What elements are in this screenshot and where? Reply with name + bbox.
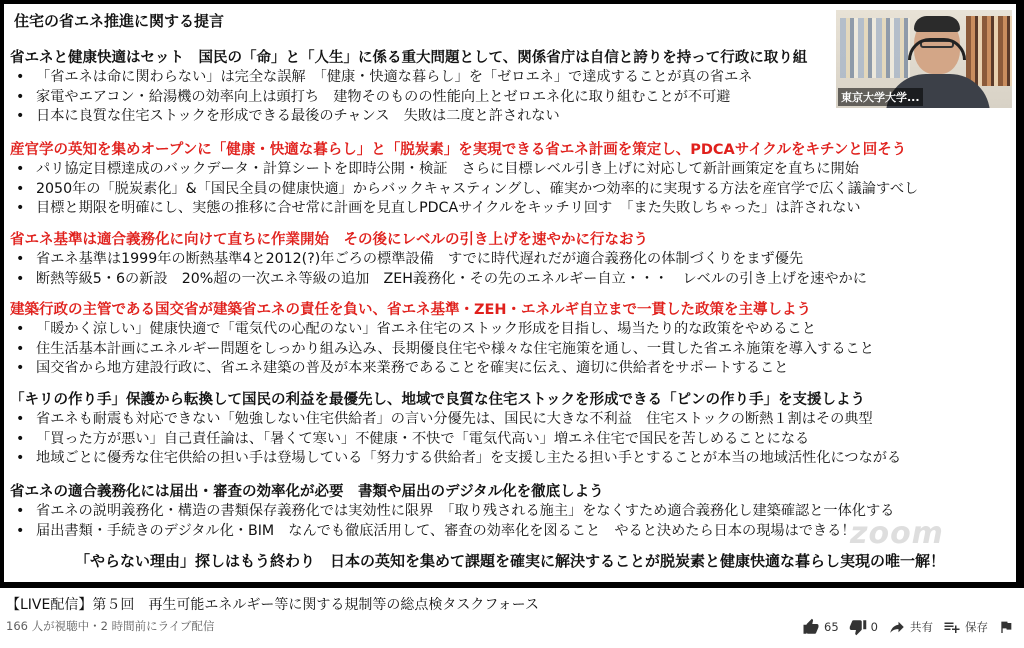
report-button[interactable]: [998, 619, 1014, 635]
thumbs-up-icon: [802, 618, 820, 636]
bullet-text: 国交省から地方建設行政に、省エネ建築の普及が本来業務であることを確実に伝え、適切に供給者をサポートすること: [36, 360, 789, 376]
slide-section: [10, 390, 1010, 469]
bullet-dot-icon: •: [16, 161, 25, 177]
bookshelf-left: [840, 18, 910, 78]
bullet-dot-icon: •: [16, 522, 25, 539]
speaker-webcam: [836, 10, 1012, 108]
bullet-item: [10, 199, 1010, 219]
bullet-text: 「買った方が悪い」自己責任論は、「暑くて寒い」不健康・不快で「電気代高い」増エネ住宅で国民を苦しめることになる: [36, 430, 810, 447]
save-label: 保存: [965, 620, 988, 634]
section-heading: 省エネの適合義務化には届出・審査の効率化が必要 書類や届出のデジタル化を徹底しよう: [10, 484, 604, 500]
thumbs-down-icon: [849, 618, 867, 636]
bullet-text: 日本に良質な住宅ストックを形成できる最後のチャンス 失敗は二度と許されない: [36, 108, 560, 124]
bullet-text: 地域ごとに優秀な住宅供給の担い手は登場している「努力する供給者」を支援し主たる担い手とすることが本当の地域活性化につながる: [36, 450, 902, 466]
flag-icon: [998, 619, 1014, 635]
slide-closing-line: 「やらない理由」探しはもう終わり 日本の英知を集めて課題を確実に解決することが脱炭素と健康快適な暮らし実現の唯一解！: [74, 552, 945, 570]
bullet-text: 省エネも耐震も対応できない「勉強しない住宅供給者」の言い分優先は、国民に大きな不利益 住宅ストックの断熱１割はその典型: [36, 411, 873, 427]
bullet-dot-icon: •: [16, 430, 25, 447]
bullet-dot-icon: •: [16, 69, 25, 85]
video-title: 【LIVE配信】第５回 再生可能エネルギー等に関する規制等の総点検タスクフォース: [6, 597, 539, 613]
section-heading: 省エネ基準は適合義務化に向けて直ちに作業開始 その後にレベルの引き上げを速やかに行なおう: [10, 232, 648, 248]
bullet-item: [10, 160, 1010, 180]
save-button[interactable]: [943, 618, 988, 636]
bullet-dot-icon: •: [16, 251, 25, 267]
bullet-dot-icon: •: [16, 450, 25, 466]
zoom-watermark: zoom: [850, 516, 944, 551]
dislike-count: 0: [870, 620, 878, 634]
bullet-text: 断熱等級5・6の新設 20%超の一次エネ等級の追加 ZEH義務化・その先のエネルギー自立・・・ レベルの引き上げを速やかに: [36, 270, 867, 287]
bullet-text: パリ協定目標達成のバックデータ・計算シートを即時公開・検証 さらに目標レベル引き上げに対応して新計画策定を直ちに開始: [36, 161, 859, 177]
video-meta: 166 人が視聴中・2 時間前にライブ配信: [6, 619, 215, 633]
bullet-item: [10, 449, 1010, 469]
share-icon: [888, 618, 906, 636]
slide-title: 住宅の省エネ推進に関する提言: [14, 12, 225, 30]
share-label: 共有: [910, 620, 933, 634]
section-heading: 省エネと健康快適はセット 国民の「命」と「人生」に係る重大問題として、関係省庁は自信と誇りを持って行政に取り組: [10, 50, 808, 66]
bullet-dot-icon: •: [16, 321, 25, 337]
bullet-item: [10, 107, 1010, 127]
bullet-text: 省エネの説明義務化・構造の書類保存義務化では実効性に限界 「取り残される施主」をなくすため適合義務化し建築確認と一体化する: [36, 503, 895, 519]
bullet-item: [10, 359, 1010, 379]
bullet-dot-icon: •: [16, 503, 25, 519]
section-heading: 産官学の英知を集めオープンに「健康・快適な暮らし」と「脱炭素」を実現できる省エネ計画を策定し、PDCAサイクルをキチンと回そう: [10, 142, 907, 158]
slide-section: [10, 300, 1010, 379]
bullet-text: 住生活基本計画にエネルギー問題をしっかり組み込み、長期優良住宅や様々な住宅施策を通し、一貫した省エネ施策を導入すること: [36, 340, 874, 357]
bullet-item: [10, 270, 1010, 290]
bullet-dot-icon: •: [16, 108, 25, 124]
bullet-text: 2050年の「脱炭素化」&「国民全員の健康快適」からバックキャスティングし、確実かつ効率的に実現する方法を産官学で広く議論すべし: [36, 180, 919, 197]
bullet-item: [10, 340, 1010, 360]
speaker-hair: [914, 16, 960, 32]
bullet-item: [10, 180, 1010, 200]
bullet-dot-icon: •: [16, 411, 25, 427]
bookshelf-right: [966, 16, 1012, 86]
section-heading: 「キリの作り手」保護から転換して国民の利益を最優先し、地域で良質な住宅ストックを形成できる「ピンの作り手」を支援しよう: [10, 392, 866, 408]
bullet-item: [10, 430, 1010, 450]
bullet-dot-icon: •: [16, 360, 25, 376]
bullet-dot-icon: •: [16, 340, 25, 357]
bullet-text: 目標と期限を明確にし、実態の推移に合せ常に計画を見直しPDCAサイクルをキッチリ回す 「また失敗しちゃった」は許されない: [36, 200, 861, 216]
slide-section: [10, 230, 1010, 289]
bullet-dot-icon: •: [16, 180, 25, 197]
bullet-text: 省エネ基準は1999年の断熱基準4と2012(?)年ごろの標準設備 すでに時代遅れだが適合義務化の体制づくりをまず優先: [36, 251, 804, 267]
bullet-text: 家電やエアコン・給湯機の効率向上は頭打ち 建物そのものの性能向上とゼロエネ化に取り組むことが不可避: [36, 88, 731, 105]
bullet-dot-icon: •: [16, 270, 25, 287]
bullet-text: 「暖かく涼しい」健康快適で「電気代の心配のない」省エネ住宅のストック形成を目指し、場当たり的な政策をやめること: [36, 321, 816, 337]
bullet-item: [10, 250, 1010, 270]
like-count: 65: [824, 620, 839, 634]
bullet-dot-icon: •: [16, 200, 25, 216]
section-heading: 建築行政の主管である国交省が建築省エネの責任を負い、省エネ基準・ZEH・エネルギ自立まで一貫した政策を主導しよう: [10, 302, 812, 318]
bullet-text: 「省エネは命に関わらない」は完全な誤解 「健康・快適な暮らし」を「ゼロエネ」で達成することが真の省エネ: [36, 69, 753, 85]
playlist-add-icon: [943, 618, 961, 636]
like-button[interactable]: [802, 618, 839, 636]
share-button[interactable]: [888, 618, 933, 636]
bullet-text: 届出書類・手続きのデジタル化・BIM なんでも徹底活用して、審査の効率化を図ること やると決めたら日本の現場はできる！: [36, 522, 856, 539]
video-actions: [802, 618, 1014, 636]
bullet-item: [10, 410, 1010, 430]
dislike-button[interactable]: [849, 618, 878, 636]
bullet-dot-icon: •: [16, 88, 25, 105]
slide-section: [10, 140, 1010, 219]
speaker-name-tag: 東京大学大学...: [838, 88, 923, 106]
bullet-item: [10, 320, 1010, 340]
